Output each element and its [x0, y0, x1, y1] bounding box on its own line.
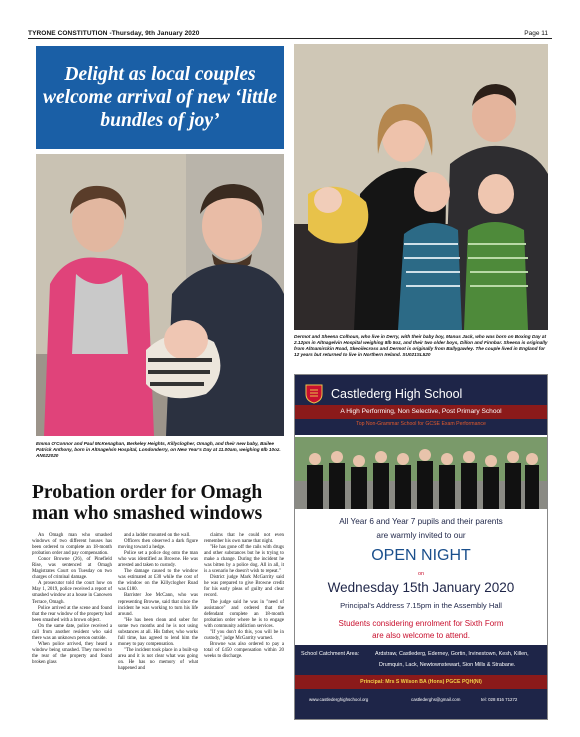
ad-footer [295, 645, 547, 719]
paragraph: The damage caused to the window was estimated at £30 while the cost of the window on the Killyclogher Road was £180. [118, 569, 198, 593]
invite-line-2: are warmly invited to our [376, 531, 466, 540]
paragraph: The judge said he was in "need of assistance" and ordered that the defendant complete an 18-month probation order where he is to engage with community addiction services. [204, 599, 284, 629]
paragraph: Conor Browne (26), of Pinefield Rise, was sentenced at Omagh Magistrates Court on Tuesday on two charges of criminal damage. [32, 557, 112, 581]
header-rule [28, 38, 552, 39]
school-tagline: A High Performing, Non Selective, Post Primary School [295, 405, 547, 419]
principal-name: Principal: Mrs S Wilson BA (Hons) PGCE PQH(NI) [360, 679, 482, 685]
school-subtagline: Top Non-Grammar School for GCSE Exam Performance [356, 421, 486, 427]
article-column-2 [118, 533, 198, 672]
catchment-line-2: Drumquin, Lack, Newtownstewart, Sion Mills & Strabane. [379, 662, 516, 668]
ad-contact-bar [295, 691, 547, 719]
page-number: Page 11 [524, 30, 548, 37]
on-label: on [417, 571, 425, 577]
school-website[interactable]: www.castlederghighschool.org [309, 697, 369, 702]
catchment-label: School Catchment Area: [301, 651, 360, 657]
school-phone: tel: 028 816 71272 [481, 697, 518, 702]
paragraph: claims that he could not even remember his own name that night. [204, 533, 284, 545]
couple-photo-left [36, 154, 284, 436]
students-photo [295, 437, 547, 509]
paragraph: An Omagh man who smashed windows of two different houses has been ordered to complete an 18-month probation order and pay compensation. [32, 533, 112, 557]
paragraph: "If you don't do this, you will be in custody," judge McGarrity warned. [204, 629, 284, 641]
paragraph: On the same date, police received a call from another resident who said there was an unknown person outside. [32, 623, 112, 641]
catchment-line-1: Ardstraw, Castlederg, Ederney, Gortin, Irvinestown, Kesh, Killen, [375, 651, 529, 657]
paragraph: Police arrived at the scene and found that the rear window of the property had been smashed with a brown object. [32, 605, 112, 623]
school-name: Castlederg High School [331, 387, 463, 401]
family-photo-right [294, 44, 548, 330]
school-advertisement [294, 374, 548, 720]
event-date: Wednesday 15th January 2020 [327, 580, 515, 595]
paragraph: and a ladder mounted on the wall. [124, 533, 191, 538]
paragraph: "He has been clean and sober for some two months and he is not using substances at all. His father, who works full time, has agreed to lend him the money to pay compensation. [118, 617, 198, 647]
feature-headline: Delight as local couples welcome arrival of new ‘little bundles of joy’ [36, 46, 284, 149]
article-headline: Probation order for Omagh man who smashed windows [32, 482, 263, 524]
paragraph: Officers then observed a dark figure moving toward a hedge. [118, 539, 198, 551]
paragraph: "He has gone off the rails with drugs and other substances but he is trying to make a change. During the incident he was bitten by a police dog. All in all, it is a scenario he doesn't wish to repeat." [204, 545, 284, 575]
paragraph: Barrister Joe McCann, who was representing Browne, said that since the incident he was working to turn his life around. [118, 593, 198, 617]
article-column-3 [204, 533, 284, 660]
invite-line-1: All Year 6 and Year 7 pupils and their parents [339, 517, 503, 526]
paragraph: District judge Mark McGarrity said he was prepared to give Browne credit for his early pleas of guilty and clear record. [204, 575, 284, 599]
school-crest-icon [305, 384, 323, 404]
caption-left: Emma O'Connor and Paul McKenaghan, Berkeley Heights, Killyclogher, Omagh, and their new baby, Bailee Patrick Anthony, born in Altnagelvin Hospital, Londonderry, on New Year's Day at 11.00am, weighing 6lb 10oz. AN022020 [36, 441, 281, 458]
paragraph: "The incident took place in a built-up area and it is not clear what was going on. He has no memory of what happened and [118, 647, 198, 672]
paragraph: When police arrived, they heard a window being smashed. They moved to the rear of the property and found broken glass [32, 641, 112, 665]
sixth-form-line-2: are also welcome to attend. [372, 631, 470, 640]
paragraph: Browne was also ordered to pay a total of £450 compensation within 20 weeks to discharge. [204, 641, 284, 659]
open-night-title: OPEN NIGHT [371, 547, 471, 564]
paragraph: A prosecutor told the court how on May 1, 2019, police received a report of smashed window at a house in Canowen Terrace, Omagh. [32, 581, 112, 605]
paragraph: Police set a police dog onto the man who was identified as Browne. He was arrested and taken to custody. [118, 551, 198, 569]
caption-right: Dermot and Sheena Colhoun, who live in Derry, with their baby boy, Manus Jack, who was born on Boxing Day at 2.12pm in Altnagelvin Hospital weighing 8lb 5oz, and their two older boys, Dillon and Finnbar. Sheena is originally from Altnamirckin Road, Skeoilecross and Dermot is originally from Ballygawley. The couple lived in England for 12 years but returned to live in Northern Ireland. SU021SL520 [294, 334, 548, 357]
newspaper-header: TYRONE CONSTITUTION -Thursday, 9th January 2020 [28, 30, 200, 37]
sixth-form-line-1: Students considering enrolment for Sixth Form [338, 619, 504, 628]
school-email[interactable]: castlederghs@gmail.com [411, 697, 461, 702]
article-column-1 [32, 533, 112, 666]
event-address: Principal's Address 7.15pm in the Assembly Hall [340, 601, 502, 610]
